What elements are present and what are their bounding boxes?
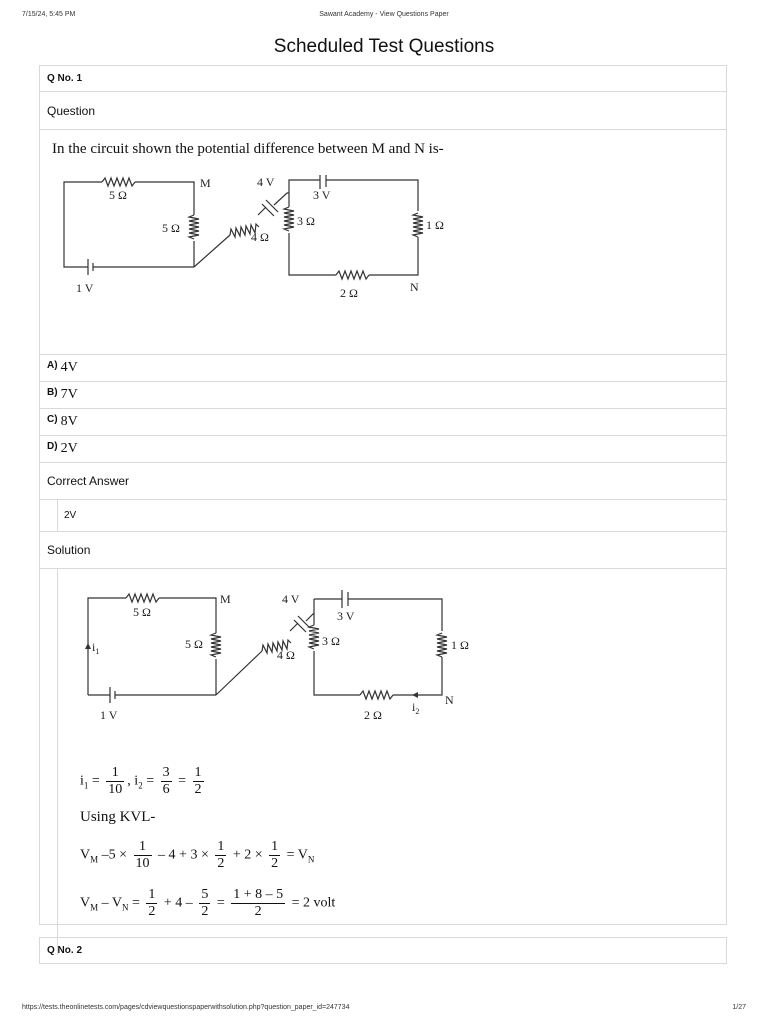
sol-label-r-diag: 4 Ω	[277, 648, 295, 662]
label-r-right-mid: 3 Ω	[297, 214, 315, 228]
option-a: A) 4V	[40, 355, 726, 382]
question-number: Q No. 1	[40, 66, 726, 92]
label-node-m: M	[200, 176, 211, 190]
sol-label-i2: $i_2$	[412, 700, 420, 716]
question-card	[39, 65, 727, 925]
correct-answer-label: Correct Answer	[40, 463, 726, 500]
sol-label-r-right: 1 Ω	[451, 638, 469, 652]
sol-label-r-mid: 5 Ω	[185, 637, 203, 651]
label-r-mid: 5 Ω	[162, 221, 180, 235]
question-text: In the circuit shown the potential difference between M and N is-	[52, 141, 444, 157]
page-title: Scheduled Test Questions	[273, 36, 495, 57]
print-page-number: 1/27	[732, 1004, 746, 1011]
solution-kvl-heading: Using KVL-	[80, 809, 156, 825]
question-label: Question	[40, 92, 726, 130]
question-body	[40, 130, 726, 355]
label-node-n: N	[410, 280, 419, 294]
label-battery-right: 3 V	[313, 188, 331, 202]
sol-label-r-right-mid: 3 Ω	[322, 634, 340, 648]
sol-label-r-bottom: 2 Ω	[364, 708, 382, 722]
solution-body	[40, 569, 726, 955]
question-circuit-diagram	[52, 175, 482, 310]
label-battery-diag: 4 V	[257, 175, 275, 189]
label-battery-left: 1 V	[76, 281, 94, 295]
sol-label-battery-diag: 4 V	[282, 592, 300, 606]
print-page-title: Sawant Academy - View Questions Paper	[319, 11, 449, 18]
solution-kvl-equation: $V_M$ –5 × $\frac{1}{10}$ – 4 + 3 × $\frac{1}{2}$ + 2 × $\frac{1}{2}$ = $V_N$	[80, 839, 315, 871]
option-c: C) 8V	[40, 409, 726, 436]
option-d: D) 2V	[40, 436, 726, 463]
label-r-right: 1 Ω	[426, 218, 444, 232]
solution-indent-rule	[57, 569, 58, 955]
sol-label-battery-left: 1 V	[100, 708, 118, 722]
solution-currents: $i_1$ = $\frac{1}{10}$ , $i_2$ = $\frac{3}{6}$ = $\frac{1}{2}$	[80, 765, 202, 797]
label-r-bottom: 2 Ω	[340, 286, 358, 300]
question-2-number: Q No. 2	[47, 945, 83, 956]
option-b: B) 7V	[40, 382, 726, 409]
sol-label-node-m: M	[220, 592, 231, 606]
question-2-card	[39, 937, 727, 964]
sol-label-r-top: 5 Ω	[133, 605, 151, 619]
correct-answer-value: 2V	[57, 500, 76, 531]
correct-answer-row	[40, 500, 726, 532]
sol-label-i1: $i_1$	[92, 640, 100, 656]
label-r-top: 5 Ω	[109, 188, 127, 202]
print-datetime: 7/15/24, 5:45 PM	[22, 11, 76, 18]
solution-circuit-diagram	[80, 585, 510, 725]
print-url: https://tests.theonlinetests.com/pages/cdviewquestionspaperwithsolution.php?question_paper_id=247734	[22, 1004, 350, 1011]
sol-label-node-n: N	[445, 693, 454, 707]
solution-result-equation: $V_M - V_N$ = $\frac{1}{2}$ + 4 – $\frac{5}{2}$ = $\frac{1 + 8 - 5}{2}$ = 2 volt	[80, 887, 336, 919]
sol-label-battery-right: 3 V	[337, 609, 355, 623]
label-r-diag: 4 Ω	[251, 230, 269, 244]
solution-label: Solution	[40, 532, 726, 569]
